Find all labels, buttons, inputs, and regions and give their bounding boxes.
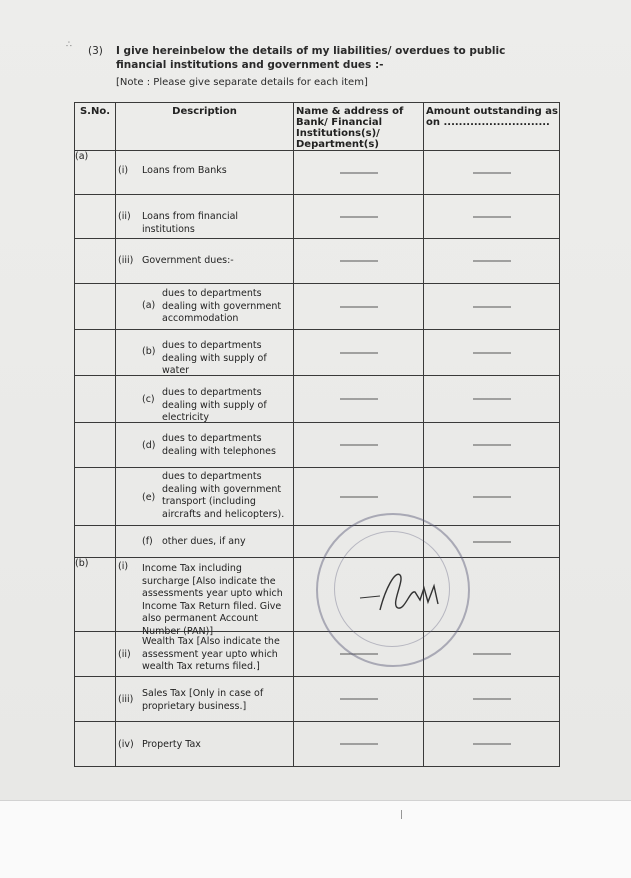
header-row <box>75 103 560 151</box>
row-letter: (a) <box>142 300 156 311</box>
amount-cell <box>424 722 560 767</box>
row-text: Property Tax <box>142 739 201 750</box>
description-cell <box>116 423 294 468</box>
table-row <box>75 195 560 239</box>
blank-dash <box>473 541 511 542</box>
bank-cell <box>294 423 424 468</box>
bank-cell <box>294 376 424 423</box>
blank-dash <box>473 699 511 700</box>
sno-cell <box>75 330 116 376</box>
sno-cell <box>75 677 116 722</box>
bank-cell <box>294 195 424 239</box>
row-text: dues to departments dealing with government accommodation <box>162 288 282 324</box>
amount-cell <box>424 239 560 284</box>
row-roman: (ii) <box>118 211 131 222</box>
bank-cell <box>294 677 424 722</box>
table-row <box>75 632 560 677</box>
margin-tick: | <box>400 810 404 820</box>
amount-cell <box>424 468 560 526</box>
sno-cell <box>75 239 116 284</box>
description-cell <box>116 526 294 558</box>
group-label-a: (a) <box>75 151 116 195</box>
blank-dash <box>473 261 511 262</box>
amount-cell <box>424 151 560 195</box>
sno-cell <box>75 423 116 468</box>
amount-cell <box>424 284 560 330</box>
margin-scribble: ∴ <box>66 40 72 50</box>
sno-cell <box>75 526 116 558</box>
header-amount: Amount outstanding as on ............................ <box>424 103 560 151</box>
scanner-bed-strip <box>0 800 631 878</box>
bank-cell <box>294 284 424 330</box>
row-text: Government dues:- <box>142 255 234 266</box>
row-roman: (iii) <box>118 694 134 705</box>
header-description: Description <box>116 103 294 151</box>
amount-cell <box>424 677 560 722</box>
header-bank: Name & address of Bank/ Financial Institutions(s)/ Department(s) <box>294 103 424 151</box>
blank-dash <box>340 399 378 400</box>
blank-dash <box>340 352 378 353</box>
blank-dash <box>340 445 378 446</box>
row-roman: (ii) <box>118 649 131 660</box>
description-cell <box>116 239 294 284</box>
description-cell <box>116 558 294 637</box>
group-label-b: (b) <box>75 558 116 632</box>
blank-dash <box>473 306 511 307</box>
blank-dash <box>340 172 378 173</box>
blank-dash <box>473 445 511 446</box>
row-letter: (b) <box>142 346 156 357</box>
description-cell <box>116 468 294 526</box>
sno-cell <box>75 376 116 423</box>
table-row <box>75 284 560 330</box>
sno-cell <box>75 722 116 767</box>
blank-dash <box>340 744 378 745</box>
row-text: Wealth Tax [Also indicate the assessment year upto which wealth Tax returns filed.] <box>142 636 280 672</box>
row-roman: (iv) <box>118 739 134 750</box>
blank-dash <box>340 261 378 262</box>
table-row <box>75 468 560 526</box>
table-row <box>75 376 560 423</box>
blank-dash <box>473 744 511 745</box>
description-cell <box>116 722 294 767</box>
row-roman: (i) <box>118 165 129 176</box>
handwritten-signature <box>350 560 450 620</box>
blank-dash <box>473 399 511 400</box>
blank-dash <box>340 216 378 217</box>
instruction-note: [Note : Please give separate details for each item] <box>116 77 368 88</box>
row-text: dues to departments dealing with supply of electricity <box>162 387 267 423</box>
table-row <box>75 151 560 195</box>
row-text: other dues, if any <box>162 536 246 547</box>
sno-cell <box>75 195 116 239</box>
description-cell <box>116 330 294 376</box>
bank-cell <box>294 722 424 767</box>
blank-dash <box>473 216 511 217</box>
description-cell <box>116 376 294 423</box>
sno-cell <box>75 468 116 526</box>
table-row <box>75 677 560 722</box>
table-row <box>75 423 560 468</box>
row-text: Loans from Banks <box>142 165 227 176</box>
row-letter: (c) <box>142 394 155 405</box>
description-cell <box>116 677 294 722</box>
liabilities-table <box>74 102 560 767</box>
row-text: dues to departments dealing with supply of water <box>162 340 267 376</box>
blank-dash <box>340 699 378 700</box>
description-cell <box>116 151 294 195</box>
bank-cell <box>294 239 424 284</box>
table-row <box>75 239 560 284</box>
amount-cell <box>424 195 560 239</box>
header-sno: S.No. <box>75 103 116 151</box>
sno-cell <box>75 632 116 677</box>
description-cell <box>116 632 294 677</box>
row-text: Sales Tax [Only in case of proprietary business.] <box>142 688 264 712</box>
row-roman: (i) <box>118 561 129 572</box>
bank-cell <box>294 151 424 195</box>
blank-dash <box>473 172 511 173</box>
table-row <box>75 722 560 767</box>
row-text: Loans from financial institutions <box>142 211 239 235</box>
row-text: Income Tax including surcharge [Also indicate the assessments year upto which Income Tax Return filed. Give also permanent Account Number (PAN)] <box>142 563 283 637</box>
row-letter: (d) <box>142 440 156 451</box>
row-letter: (f) <box>142 536 153 547</box>
amount-cell <box>424 423 560 468</box>
row-roman: (iii) <box>118 255 134 266</box>
description-cell <box>116 284 294 330</box>
table-row <box>75 330 560 376</box>
section-number: (3) <box>88 45 103 57</box>
blank-dash <box>340 306 378 307</box>
blank-dash <box>473 654 511 655</box>
bank-cell <box>294 330 424 376</box>
row-text: dues to departments dealing with telephones <box>162 433 276 457</box>
amount-cell <box>424 330 560 376</box>
blank-dash <box>340 496 378 497</box>
row-text: dues to departments dealing with government transport (including aircrafts and helicopters). <box>162 471 285 520</box>
blank-dash <box>473 496 511 497</box>
amount-cell <box>424 376 560 423</box>
sno-cell <box>75 284 116 330</box>
section-heading-text: I give hereinbelow the details of my liabilities/ overdues to public financial institutions and government dues :- <box>116 45 506 71</box>
row-letter: (e) <box>142 492 156 503</box>
blank-dash <box>473 352 511 353</box>
description-cell <box>116 195 294 239</box>
table-row <box>75 526 560 558</box>
